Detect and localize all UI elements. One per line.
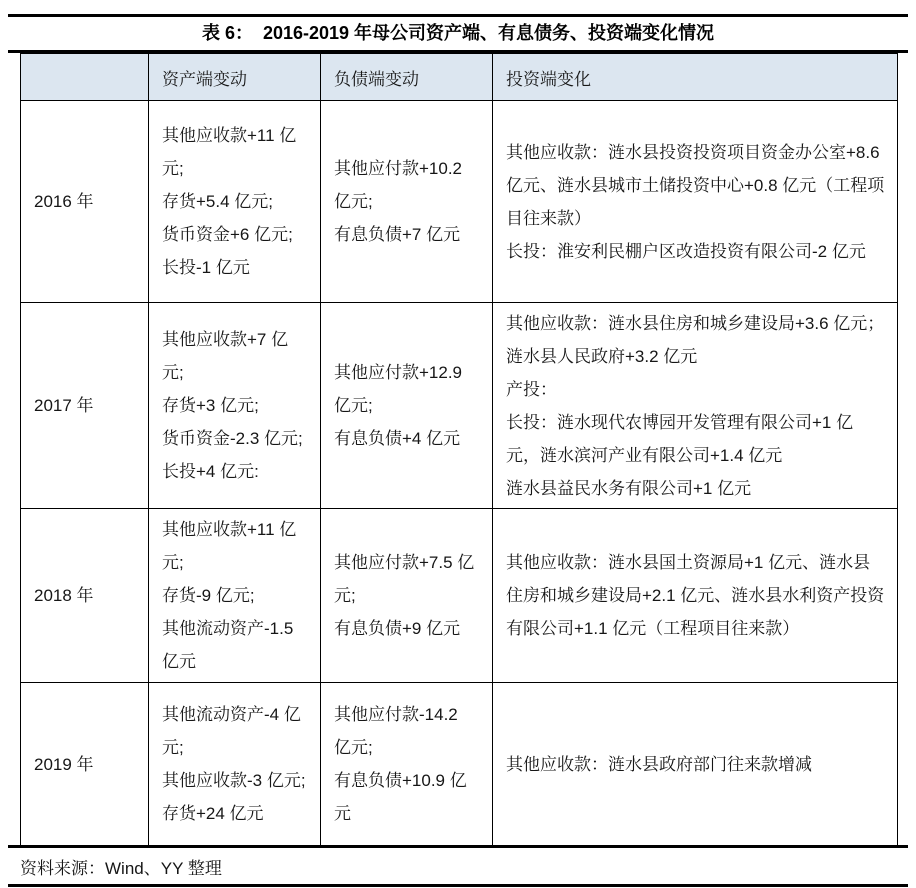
cell-paragraph: 产投： xyxy=(506,379,557,399)
cell-paragraph: 存货+5.4 亿元; xyxy=(162,192,274,211)
column-header-liabilities: 负债端变动 xyxy=(321,54,493,101)
cell-paragraph: 其他应收款：涟水县政府部门往来款增减 xyxy=(506,754,812,774)
table-title: 表 6： 2016-2019 年母公司资产端、有息债务、投资端变化情况 xyxy=(201,23,715,43)
cell-paragraph: 其他应收款：涟水县住房和城乡建设局+3.6 亿元；涟水县人民政府+3.2 亿元 xyxy=(506,313,885,366)
cell-paragraph: 其他应收款+7 亿元; xyxy=(162,330,289,382)
cell-paragraph: 其他应收款-3 亿元; xyxy=(162,771,306,790)
cell-paragraph: 涟水县益民水务有限公司+1 亿元 xyxy=(506,478,752,498)
liabilities-cell xyxy=(321,509,493,683)
cell-paragraph: 其他应付款+7.5 亿元; xyxy=(334,553,475,605)
data-table xyxy=(20,53,898,846)
cell-paragraph: 有息负债+4 亿元 xyxy=(334,429,461,448)
assets-cell xyxy=(149,101,321,303)
cell-paragraph: 其他应收款+11 亿元; xyxy=(162,520,297,572)
cell-paragraph: 长投-1 亿元 xyxy=(162,258,250,277)
cell-paragraph: 有息负债+9 亿元 xyxy=(334,619,461,638)
cell-paragraph: 长投：淮安利民棚户区改造投资有限公司-2 亿元 xyxy=(506,241,866,261)
liabilities-cell xyxy=(321,303,493,509)
assets-cell xyxy=(149,509,321,683)
table-row-2019 xyxy=(21,683,898,846)
year-cell: 2016 年 xyxy=(21,101,149,303)
year-cell: 2018 年 xyxy=(21,509,149,683)
assets-cell xyxy=(149,683,321,846)
column-header-assets: 资产端变动 xyxy=(149,54,321,101)
cell-paragraph: 其他应付款+10.2 亿元; xyxy=(334,159,463,211)
table-row-2016 xyxy=(21,101,898,303)
cell-paragraph: 其他流动资产-1.5 亿元 xyxy=(162,619,294,671)
assets-cell xyxy=(149,303,321,509)
year-cell: 2019 年 xyxy=(21,683,149,846)
investments-cell xyxy=(493,101,898,303)
cell-paragraph: 长投+4 亿元: xyxy=(162,462,259,481)
liabilities-cell xyxy=(321,683,493,846)
source-note: 资料来源：Wind、YY 整理 xyxy=(20,859,222,878)
cell-paragraph: 存货+3 亿元; xyxy=(162,396,259,415)
divider-rule-above-source xyxy=(8,845,908,848)
investments-cell xyxy=(493,509,898,683)
table-row-2017 xyxy=(21,303,898,509)
cell-paragraph: 其他应收款+11 亿元; xyxy=(162,126,297,178)
column-header-year xyxy=(21,54,149,101)
table-row-2018 xyxy=(21,509,898,683)
cell-paragraph: 货币资金+6 亿元; xyxy=(162,225,293,244)
cell-paragraph: 长投：涟水现代农博园开发管理有限公司+1 亿元，涟水滨河产业有限公司+1.4 亿元 xyxy=(506,412,854,465)
divider-rule-top xyxy=(8,14,908,17)
cell-paragraph: 存货+24 亿元 xyxy=(162,804,264,823)
cell-paragraph: 其他应收款：涟水县国土资源局+1 亿元、涟水县住房和城乡建设局+2.1 亿元、涟水县水利资产投资有限公司+1.1 亿元（工程项目往来款） xyxy=(506,553,885,638)
cell-paragraph: 其他应收款：涟水县投资投资项目资金办公室+8.6 亿元、涟水县城市土储投资中心+0.8 亿元（工程项目往来款） xyxy=(506,142,885,228)
cell-paragraph: 存货-9 亿元; xyxy=(162,586,255,605)
table-header-row xyxy=(21,54,898,101)
investments-cell xyxy=(493,303,898,509)
cell-paragraph: 有息负债+10.9 亿元 xyxy=(334,771,467,823)
column-header-investments: 投资端变化 xyxy=(493,54,898,101)
cell-paragraph: 有息负债+7 亿元 xyxy=(334,225,461,244)
cell-paragraph: 其他流动资产-4 亿元; xyxy=(162,705,301,757)
cell-paragraph: 其他应付款+12.9 亿元; xyxy=(334,363,463,415)
cell-paragraph: 其他应付款-14.2 亿元; xyxy=(334,705,458,757)
investments-cell xyxy=(493,683,898,846)
divider-rule-bottom xyxy=(8,884,908,887)
liabilities-cell xyxy=(321,101,493,303)
cell-paragraph: 货币资金-2.3 亿元; xyxy=(162,429,303,448)
year-cell: 2017 年 xyxy=(21,303,149,509)
